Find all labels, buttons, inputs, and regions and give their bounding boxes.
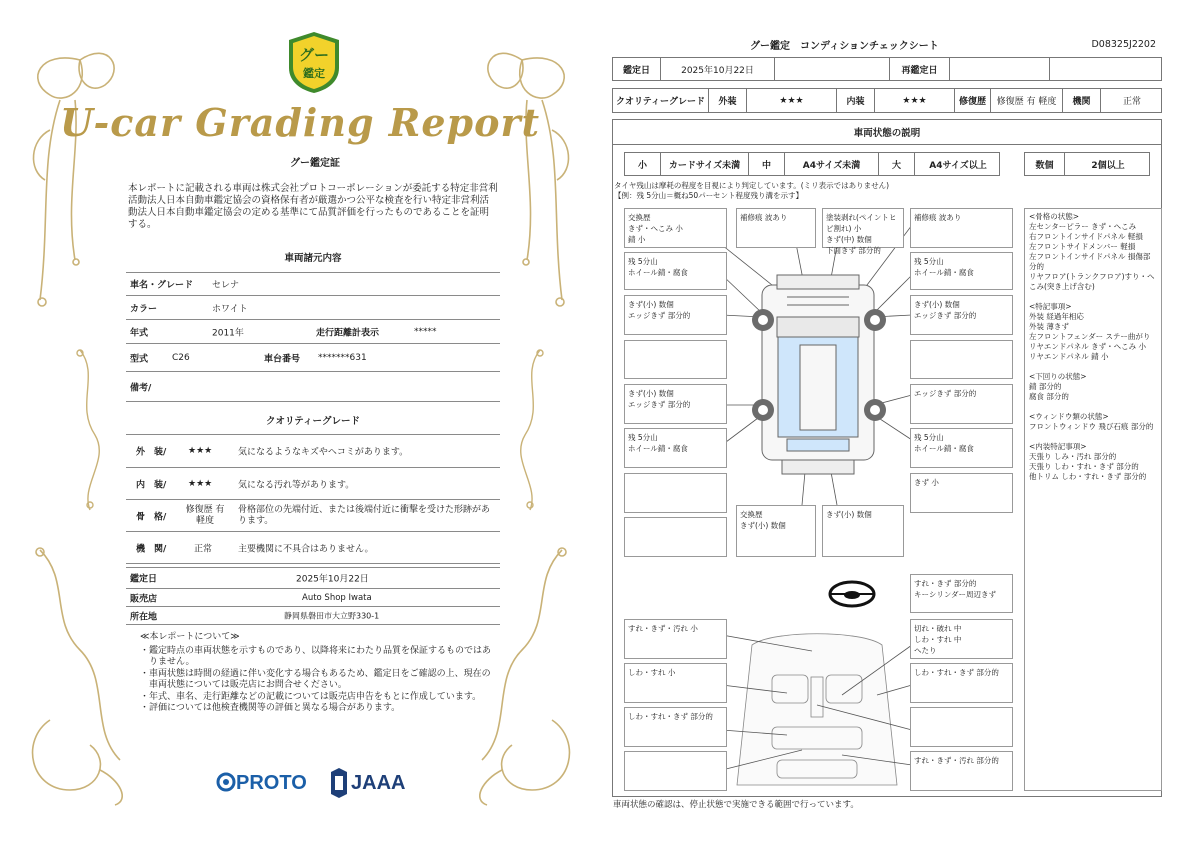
summary-group-title: <内装特記事項> [1029, 442, 1087, 451]
badge-top-text: グー [298, 46, 330, 64]
steering-wheel-icon [830, 582, 874, 606]
note-box-rear-right-bottom: きず 小 [910, 473, 1013, 513]
int-label: 内装 [837, 89, 875, 112]
summary-item: 左フロントインサイドパネル 損傷部分的 [1029, 252, 1151, 271]
condition-title: 車両状態の説明 [613, 120, 1161, 145]
count-desc: 2個以上 [1091, 160, 1125, 171]
note-item: ・評価については他検査機関等の評価と異なる場合があります。 [140, 703, 401, 713]
note-box-front-left-top: 交換歴 きず・へこみ 小 錆 小 [624, 208, 727, 248]
name-value: セレナ [212, 280, 240, 291]
jaaa-logo-text: JAAA [351, 772, 406, 794]
summary-item: 腐食 部分的 [1029, 392, 1069, 401]
jaaa-mark-icon [329, 768, 349, 798]
ornament-mid-left [70, 345, 110, 515]
certificate-text: 本レポートに記載される車両は株式会社プロトコーポレーションが委託する特定非営利活動法人日本自動車鑑定協会の資格保有者が厳選かつ公平な検査を行い特定非営利活動法人日本自動車鑑定協会の定める基準にて品質評価を行ったものであることを証明する。 [128, 183, 498, 230]
summary-frame [1029, 212, 1157, 292]
model-value: C26 [172, 352, 190, 363]
note-box-front-right-top: 補修痕 波あり [910, 208, 1013, 248]
note-box-dashboard: しわ・すれ・きず 部分的 [910, 663, 1013, 703]
year-label: 年式 [130, 328, 149, 338]
color-value: ホワイト [212, 304, 248, 314]
footer-note: 車両状態の確認は、停止状態で実施できる範囲で行っています。 [613, 800, 859, 810]
quality-row-interior [126, 468, 500, 500]
ornament-mid-right [510, 345, 550, 515]
note-box-luggage-right: すれ・きず・汚れ 部分的 [910, 751, 1013, 791]
int-value: ★★★ [875, 89, 955, 112]
report-title: U-car Grading Report [59, 100, 541, 145]
count-label: 数個 [1025, 153, 1065, 175]
notes-title: ≪本レポートについて≫ [140, 632, 240, 642]
chassis-value: *******631 [318, 352, 367, 363]
note-item: ・鑑定時点の車両状態を示すものであり、以降将来にわたり品質を保証するものではありません。 [140, 645, 492, 667]
proto-mark-icon [216, 772, 236, 792]
quality-row-exterior [126, 434, 500, 468]
note-box-rear-seat-left: しわ・すれ・きず 部分的 [624, 707, 727, 747]
count-legend [1024, 152, 1150, 176]
quality-row-engine [126, 532, 500, 564]
certificate-title: グー鑑定証 [290, 158, 340, 169]
date-blank [775, 58, 890, 80]
proto-logo-text: PROTO [236, 772, 307, 794]
spec-row-model [126, 344, 500, 372]
note-box-rear-gate: きず(小) 数個 [822, 505, 904, 557]
note-box-right-mid [910, 340, 1013, 379]
interior-label: 内 装/ [136, 480, 167, 490]
spec-row-remarks [126, 372, 500, 402]
name-label: 車名・グレード [130, 280, 194, 291]
note-item: ・年式、車名、走行距離などの記載については販売店申告をもとに作成しています。 [140, 691, 482, 702]
summary-special [1029, 302, 1157, 362]
ext-value: ★★★ [747, 89, 837, 112]
goo-kantei-badge-icon [285, 30, 343, 94]
note-box-steering: すれ・きず 部分的 キーシリンダー周辺きず [910, 574, 1013, 613]
date-value: 2025年10月22日 [661, 58, 775, 80]
summary-item: 左センターピラー きず・へこみ [1029, 222, 1137, 231]
date-label: 鑑定日 [613, 58, 661, 80]
size-large-label: 大 [879, 153, 915, 175]
address-value: 静岡県磐田市大立野330-1 [284, 611, 380, 620]
sheet-id: D08325J2202 [1091, 39, 1156, 50]
exterior-desc: 気になるようなキズやヘコミがあります。 [238, 447, 409, 458]
date-value: 2025年10月22日 [296, 574, 369, 585]
engine-label: 機 関/ [136, 544, 167, 554]
note-box-front-right-tire: 残 5分山 ホイール錆・腐食 [910, 252, 1013, 290]
summary-item: 左フロントフェンダー ステー曲がり [1029, 332, 1151, 341]
size-medium-label: 中 [749, 153, 785, 175]
exterior-label: 外 装/ [136, 447, 167, 458]
note-item: ・車両状態は時間の経過に伴い変化する場合もあるため、鑑定日をご確認の上、現在の車両状態については販売店にお問合せください。 [140, 668, 491, 690]
summary-item: 錆 部分的 [1029, 382, 1062, 391]
note-box-rear-right-tire: 残 5分山 ホイール錆・腐食 [910, 428, 1013, 468]
note-box-front-seat-right: 切れ・破れ 中 しわ・すれ 中 へたり [910, 619, 1013, 659]
dealer-label: 販売店 [130, 594, 158, 604]
badge-bottom-text: 鑑定 [303, 67, 325, 80]
mileage-value: ***** [414, 326, 437, 337]
frame-desc: 骨格部位の先端付近、または後端付近に衝撃を受けた形跡があります。 [238, 504, 491, 526]
note-box-rear-left-bottom [624, 473, 727, 513]
spec-section-title: 車両諸元内容 [284, 253, 342, 264]
summary-interior [1029, 442, 1157, 482]
ribbon-ornament-top-left [20, 40, 130, 320]
note-box-hood: 塗装剥れ(ペイントヒビ割れ) 小 きず(中) 数個 下面きず 部分的 [822, 208, 904, 248]
size-small-desc: カードサイズ未満 [661, 153, 749, 175]
info-row-date [126, 567, 500, 589]
address-label: 所在地 [130, 612, 158, 622]
summary-group-title: <特記事項> [1029, 302, 1072, 311]
report-notes [126, 632, 498, 715]
quality-section-title: クオリティーグレード [265, 416, 361, 427]
quality-row-frame [126, 500, 500, 532]
model-label: 型式 [130, 354, 149, 364]
engine-grade: 正常 [194, 544, 213, 554]
note-box-rear-bumper: 交換歴 きず(小) 数個 [736, 505, 816, 557]
size-medium-desc: A4サイズ未満 [785, 153, 879, 175]
summary-item: 右フロントインサイドパネル 軽損 [1029, 232, 1143, 241]
summary-group-title: <ウィンドウ類の状態> [1029, 412, 1109, 421]
dealer-value: Auto Shop Iwata [302, 592, 372, 603]
year-value: 2011年 [212, 328, 244, 338]
summary-item: 他トリム しわ・すれ・きず 部分的 [1029, 472, 1147, 481]
summary-windows [1029, 412, 1157, 432]
interior-desc: 気になる汚れ等があります。 [238, 480, 355, 490]
note-box-rear-right-door: エッジきず 部分的 [910, 384, 1013, 424]
frame-label: 骨 格/ [136, 512, 167, 522]
note-box-rear-left-tire: 残 5分山 ホイール錆・腐食 [624, 428, 727, 468]
summary-group-title: <骨格の状態> [1029, 212, 1080, 221]
note-box-front-seat-left: しわ・すれ 小 [624, 663, 727, 703]
summary-underbody [1029, 372, 1157, 402]
interior-grade: ★★★ [188, 478, 213, 489]
mileage-label: 走行距離計表示 [316, 328, 380, 338]
repair-label: 修復歴 [955, 89, 991, 112]
summary-item: リヤフロア(トランクフロア)すり・へこみ(突き上げ含む) [1029, 272, 1155, 291]
condition-summary [1024, 208, 1162, 791]
info-row-dealer [126, 589, 500, 607]
repair-value: 修復歴 有 軽度 [991, 89, 1063, 112]
date-row [612, 57, 1162, 81]
size-small-label: 小 [625, 153, 661, 175]
frame-grade: 修復歴 有 軽度 [185, 504, 225, 526]
summary-item: フロントウィンドウ 飛び石痕 部分的 [1029, 422, 1154, 431]
tire-note: タイヤ残山は摩耗の程度を目視により判定しています。(ミリ表示ではありません) [614, 181, 890, 190]
jaaa-logo [329, 768, 406, 802]
note-box-left-mid [624, 340, 727, 379]
color-label: カラー [130, 304, 158, 314]
redate-value [950, 58, 1050, 80]
engine-value: 正常 [1122, 97, 1141, 107]
engine-desc: 主要機関に不具合はありません。 [238, 544, 374, 554]
note-box-front-right-door: きず(小) 数個 エッジきず 部分的 [910, 295, 1013, 335]
chassis-label: 車台番号 [264, 354, 301, 364]
tire-note-example: 【例：残 5分山＝概ね50パーセント程度残り溝を示す】 [614, 191, 804, 200]
spec-row-name [126, 272, 500, 296]
note-box-rear-left-extra [624, 517, 727, 557]
exterior-grade: ★★★ [188, 446, 213, 456]
summary-item: 天張り しみ・汚れ 部分的 [1029, 452, 1117, 461]
note-box-rear-seat-right [910, 707, 1013, 747]
summary-group-title: <下回りの状態> [1029, 372, 1087, 381]
qg-label: クオリティーグレード [613, 89, 709, 112]
note-box-front-left-door: きず(小) 数個 エッジきず 部分的 [624, 295, 727, 335]
proto-logo [216, 772, 307, 795]
sheet-title: グー鑑定 コンディションチェックシート [750, 41, 939, 52]
date-label: 鑑定日 [130, 574, 158, 585]
ext-label: 外装 [709, 89, 747, 112]
remarks-label: 備考/ [130, 383, 152, 393]
redate-label: 再鑑定日 [890, 58, 950, 80]
redate-blank [1050, 58, 1163, 80]
note-box-luggage-left [624, 751, 727, 791]
note-box-rear-left-door: きず(小) 数個 エッジきず 部分的 [624, 384, 727, 424]
summary-item: 左フロントサイドメンバー 軽損 [1029, 242, 1136, 251]
summary-item: 外装 経過年相応 [1029, 312, 1084, 321]
quality-grade-row [612, 88, 1162, 113]
condition-check-sheet [600, 0, 1200, 848]
spec-row-year [126, 320, 500, 344]
note-box-front-bumper: 補修痕 波あり [736, 208, 816, 248]
ribbon-ornament-bottom-left [20, 540, 140, 810]
info-row-address [126, 607, 500, 625]
engine-label: 機関 [1063, 89, 1101, 112]
summary-item: 外装 薄きず [1029, 322, 1069, 331]
note-box-ceiling: すれ・きず・汚れ 小 [624, 619, 727, 659]
size-large-desc: A4サイズ以上 [929, 160, 987, 171]
summary-item: リヤエンドパネル きず・へこみ 小 [1029, 342, 1146, 351]
size-legend [624, 152, 1000, 176]
note-box-front-left-tire: 残 5分山 ホイール錆・腐食 [624, 252, 727, 290]
summary-item: 天張り しわ・すれ・きず 部分的 [1029, 462, 1139, 471]
summary-item: リヤエンドパネル 錆 小 [1029, 352, 1109, 361]
spec-row-color [126, 296, 500, 320]
